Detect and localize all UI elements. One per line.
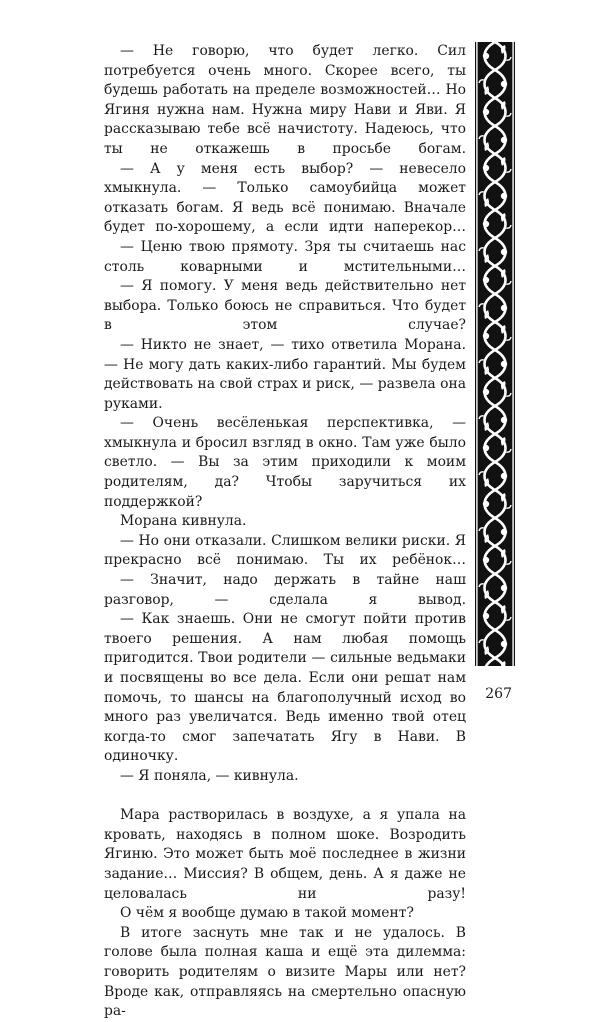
ornamental-border (475, 42, 515, 666)
paragraph: В итоге заснуть мне так и не удалось. В голове была полная каша и ещё эта дилемма: говорить родителям о визите Мары или нет? Вроде как, отправляясь на смертельно опасную ра- (104, 924, 466, 1020)
paragraph: — Я помогу. У меня ведь действительно нет выбора. Только боюсь не справиться. Что будет в этом случае? (104, 278, 466, 334)
paragraph: — Очень весёленькая перспективка, — хмыкнула и бросил взгляд в окно. Там уже было светло. — Вы за этим приходили к моим родителям, да? Чтобы заручиться их поддержкой? (104, 415, 466, 510)
paragraph: О чём я вообще думаю в такой момент? (120, 905, 414, 922)
paragraph: — Ценю твою прямоту. Зря ты считаешь нас столь коварными и мстительными… (104, 238, 466, 275)
paragraph: — Значит, надо держать в тайне наш разговор, — сделала я вывод. (104, 572, 466, 608)
body-text (104, 42, 466, 1022)
paragraph: — А у меня есть выбор? — невесело хмыкнула. — Только самоубийца может отказать богам. Я ведь всё понимаю. Вначале будет по-хорошему, а если идти наперекор… (104, 160, 466, 236)
section-break (104, 787, 466, 807)
paragraph: — Но они отказали. Слишком велики риски. Я прекрасно всё понимаю. Ты их ребёнок… (104, 532, 466, 569)
paragraph: — Как знаешь. Они не смогут пойти против твоего решения. А нам любая помощь пригодится. Твои родители — сильные ведьмаки и посвящены во все дела. Если они решат нам помочь, то шансы на благополучный исход во много раз увеличатся. Ведь именно твой отец когда-то смог запечатать Ягу в Нави. В одиночку. (104, 611, 466, 765)
paragraph: — Не говорю, что будет легко. Сил потребуется очень много. Скорее всего, ты будешь работать на пределе возможностей… Но Ягиня нужна нам. Нужна миру Нави и Яви. Я рассказываю тебе всё начистоту. Надеюсь, что ты не откажешь в просьбе богам. (104, 43, 466, 157)
paragraph: — Я поняла, — кивнула. (120, 767, 299, 784)
paragraph: Мара растворилась в воздухе, а я упала на кровать, находясь в полном шоке. Возродить Ягиню. Это может быть моё последнее в жизни задание… Миссия? В общем, день. А я даже не целовалась ни разу! (104, 807, 466, 902)
page-number: 267 (485, 686, 512, 702)
paragraph: — Никто не знает, — тихо ответила Морана. — Не могу дать каких-либо гарантий. Мы будем действовать на свой страх и риск, — развела она руками. (104, 336, 466, 412)
paragraph: Морана кивнула. (120, 513, 247, 530)
